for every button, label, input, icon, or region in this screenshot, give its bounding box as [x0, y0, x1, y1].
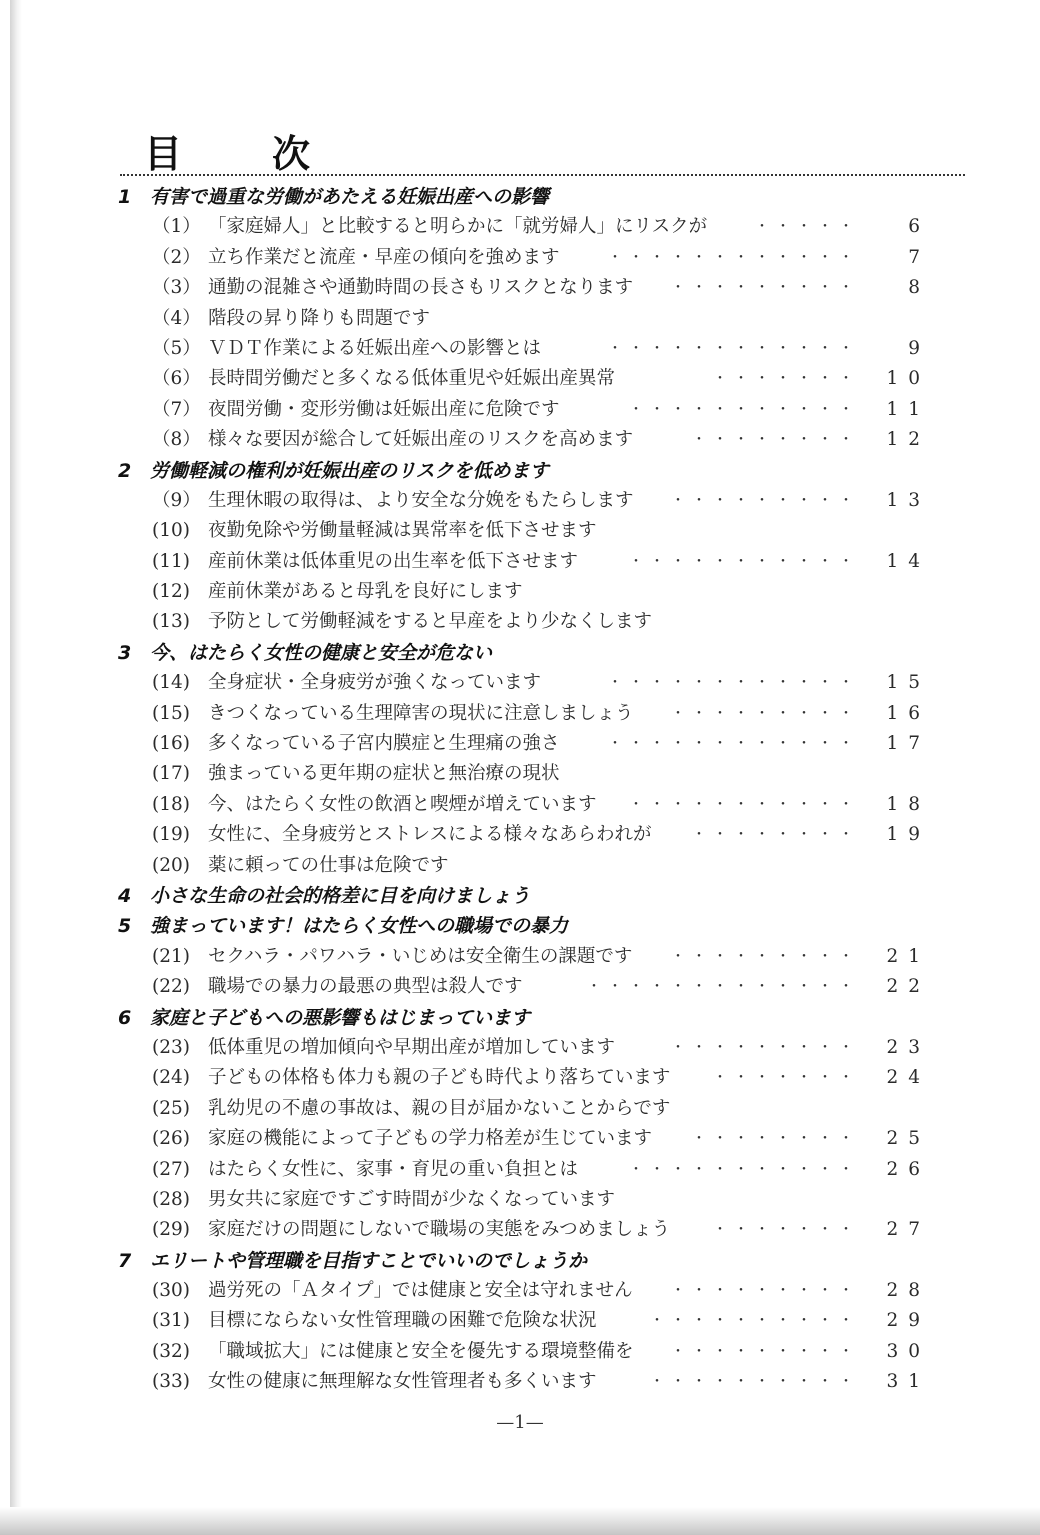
toc-entry[interactable]	[118, 1033, 930, 1063]
entry-number: （8）	[152, 429, 201, 451]
entry-title: 目標にならない女性管理職の困難で危険な状況	[208, 1310, 597, 1332]
entry-page-number: 13	[886, 489, 930, 511]
entry-title: 男女共に家庭ですごす時間が少なくなっています	[208, 1188, 616, 1210]
entry-leader-dots: ・・・・・・・・・	[671, 1283, 860, 1300]
section-number: 5	[118, 915, 132, 938]
toc-entry[interactable]	[118, 1215, 930, 1245]
entry-leader-dots: ・・・・・・・	[713, 371, 860, 388]
entry-number: (26)	[152, 1128, 190, 1150]
entry-page-number: 24	[886, 1067, 930, 1089]
toc-entry[interactable]	[118, 1094, 930, 1124]
entry-page-number: 23	[886, 1036, 930, 1058]
toc-entry[interactable]	[118, 668, 930, 698]
toc-entry[interactable]	[118, 547, 930, 577]
entry-title: ＶＤＴ作業による妊娠出産への影響とは	[208, 337, 542, 359]
entry-leader-dots: ・・・・・・・・・	[671, 1343, 860, 1360]
entry-number: （4）	[152, 307, 201, 329]
section-heading[interactable]	[118, 182, 930, 212]
entry-title: 「家庭婦人」と比較すると明らかに「就労婦人」にリスクが	[208, 216, 708, 238]
entry-page-number: 30	[886, 1340, 930, 1362]
entry-leader-dots: ・・・・・・・・・	[671, 280, 860, 297]
title-block	[120, 132, 965, 178]
entry-title: 生理休暇の取得は、より安全な分娩をもたらします	[208, 489, 634, 511]
entry-number: (10)	[152, 520, 190, 542]
entry-leader-dots: ・・・・・・・・・・	[650, 1313, 860, 1330]
toc-entry[interactable]	[118, 729, 930, 759]
toc-entry[interactable]	[118, 1276, 930, 1306]
entry-page-number: 21	[886, 945, 930, 967]
entry-title: はたらく女性に、家事・育児の重い負担とは	[208, 1158, 579, 1180]
entry-title: 夜勤免除や労働量軽減は異常率を低下させます	[208, 520, 597, 542]
toc-entry[interactable]	[118, 212, 930, 242]
entry-leader-dots: ・・・・・・・・・	[671, 705, 860, 722]
toc-entry[interactable]	[118, 972, 930, 1002]
entry-page-number: 18	[886, 793, 930, 815]
section-heading[interactable]	[118, 638, 930, 668]
section-title: 労働軽減の権利が妊娠出産のリスクを低めます	[150, 459, 549, 482]
toc-entry[interactable]	[118, 486, 930, 516]
entry-number: (25)	[152, 1097, 190, 1119]
entry-title: 薬に頼っての仕事は危険です	[208, 854, 449, 876]
entry-number: (29)	[152, 1219, 190, 1241]
entry-page-number: 14	[886, 550, 930, 572]
entry-page-number: 17	[886, 733, 930, 755]
entry-leader-dots: ・・・・・・・・・	[671, 1039, 860, 1056]
entry-number: （9）	[152, 489, 201, 511]
entry-leader-dots: ・・・・・・・・・・	[650, 1374, 860, 1391]
section-title: 有害で過重な労働があたえる妊娠出産への影響	[150, 186, 550, 208]
page-bottom-shadow	[0, 1507, 1040, 1535]
entry-number: (19)	[152, 824, 190, 846]
section-heading[interactable]	[118, 1003, 930, 1033]
entry-title: 産前休業があると母乳を良好にします	[208, 581, 523, 603]
entry-title: 低体重児の増加傾向や早期出産が増加しています	[208, 1036, 616, 1058]
entry-leader-dots: ・・・・・・・・・・・	[629, 553, 860, 570]
toc-entry[interactable]	[118, 1185, 930, 1215]
page-number-footer: —1—	[496, 1412, 544, 1433]
entry-title: 立ち作業だと流産・早産の傾向を強めます	[208, 246, 560, 268]
entry-number: (11)	[152, 550, 190, 572]
section-number: 1	[118, 186, 132, 208]
entry-leader-dots: ・・・・・・・・・・・・	[608, 675, 860, 692]
entry-page-number: 16	[886, 702, 930, 724]
entry-number: （6）	[152, 368, 201, 390]
entry-number: (20)	[152, 854, 190, 876]
entry-number: （1）	[152, 216, 201, 238]
toc-entry[interactable]	[118, 273, 930, 303]
title-divider	[120, 174, 965, 176]
section-number: 4	[118, 884, 132, 907]
entry-title: 家庭だけの問題にしないで職場の実態をみつめましょう	[208, 1219, 671, 1241]
section-number: 2	[118, 459, 132, 482]
entry-leader-dots: ・・・・・・・・・・・・	[608, 736, 860, 753]
entry-number: （5）	[152, 337, 201, 359]
entry-title: 「職域拡大」には健康と安全を優先する環境整備を	[208, 1340, 634, 1362]
entry-leader-dots: ・・・・・・・・・・・	[629, 401, 860, 418]
entry-page-number: 8	[908, 277, 930, 299]
entry-number: (22)	[152, 976, 190, 998]
entry-leader-dots: ・・・・・・・・・	[671, 492, 860, 509]
entry-number: (30)	[152, 1280, 190, 1302]
entry-title: 通勤の混雑さや通勤時間の長さもリスクとなります	[208, 277, 634, 299]
entry-leader-dots: ・・・・・・・・・	[671, 948, 860, 965]
section-heading[interactable]	[118, 881, 930, 911]
entry-leader-dots: ・・・・・・・・・・・・	[608, 340, 860, 357]
entry-title: 乳幼児の不慮の事故は、親の目が届かないことからです	[208, 1097, 671, 1119]
entry-page-number: 29	[886, 1310, 930, 1332]
entry-title: 女性の健康に無理解な女性管理者も多くいます	[208, 1371, 597, 1393]
entry-page-number: 19	[886, 824, 930, 846]
entry-number: (32)	[152, 1340, 190, 1362]
toc-entry[interactable]	[118, 364, 930, 394]
page-title: 目 次	[144, 132, 337, 176]
entry-title: 家庭の機能によって子どもの学力格差が生じています	[208, 1128, 653, 1150]
entry-leader-dots: ・・・・・・・・・・・	[629, 1161, 860, 1178]
toc-entry[interactable]	[118, 699, 930, 729]
entry-title: 職場での暴力の最悪の典型は殺人です	[208, 976, 523, 998]
entry-number: (17)	[152, 763, 190, 785]
entry-number: （2）	[152, 246, 201, 268]
toc-entry[interactable]	[118, 304, 930, 334]
section-title: 小さな生命の社会的格差に目を向けましょう	[150, 884, 531, 907]
entry-number: （3）	[152, 277, 201, 299]
section-number: 3	[118, 641, 132, 664]
entry-leader-dots: ・・・・・・・	[713, 1070, 860, 1087]
toc-entry[interactable]	[118, 1367, 930, 1397]
section-heading[interactable]	[118, 456, 930, 486]
entry-title: きつくなっている生理障害の現状に注意しましょう	[208, 702, 634, 724]
section-title: 今、はたらく女性の健康と安全が危ない	[150, 641, 493, 664]
entry-title: 様々な要因が総合して妊娠出産のリスクを高めます	[208, 429, 634, 451]
toc-entry[interactable]	[118, 516, 930, 546]
entry-title: 産前休業は低体重児の出生率を低下させます	[208, 550, 579, 572]
entry-number: (24)	[152, 1067, 190, 1089]
toc-entry[interactable]	[118, 1306, 930, 1336]
toc-entry[interactable]	[118, 334, 930, 364]
toc-entry[interactable]	[118, 425, 930, 455]
toc-entry[interactable]	[118, 820, 930, 850]
entry-number: (12)	[152, 581, 190, 603]
page-edge-shadow	[10, 0, 22, 1535]
entry-leader-dots: ・・・・・・・・・・・	[629, 796, 860, 813]
table-of-contents	[118, 182, 930, 1398]
entry-number: (21)	[152, 945, 190, 967]
section-heading[interactable]	[118, 1246, 930, 1276]
entry-number: （7）	[152, 398, 201, 420]
toc-entry[interactable]	[118, 790, 930, 820]
entry-number: (27)	[152, 1158, 190, 1180]
entry-title: 夜間労働・変形労働は妊娠出産に危険です	[208, 398, 560, 420]
entry-number: (16)	[152, 733, 190, 755]
entry-title: セクハラ・パワハラ・いじめは安全衛生の課題です	[208, 945, 633, 967]
entry-title: 長時間労働だと多くなる低体重児や妊娠出産異常	[208, 368, 616, 390]
entry-page-number: 11	[886, 398, 930, 420]
toc-entry[interactable]	[118, 243, 930, 273]
toc-entry[interactable]	[118, 1063, 930, 1093]
entry-title: 子どもの体格も体力も親の子ども時代より落ちています	[208, 1067, 671, 1089]
toc-entry[interactable]	[118, 577, 930, 607]
entry-title: 多くなっている子宮内膜症と生理痛の強さ	[208, 733, 560, 755]
entry-page-number: 22	[886, 976, 930, 998]
entry-title: 予防として労働軽減をすると早産をより少なくします	[208, 611, 653, 633]
entry-leader-dots: ・・・・・・・・	[692, 827, 860, 844]
entry-title: 女性に、全身疲労とストレスによる様々なあらわれが	[208, 824, 652, 846]
entry-page-number: 26	[886, 1158, 930, 1180]
toc-entry[interactable]	[118, 607, 930, 637]
entry-leader-dots: ・・・・・・・・・・・・	[608, 249, 860, 266]
entry-page-number: 12	[886, 429, 930, 451]
entry-title: 今、はたらく女性の飲酒と喫煙が増えています	[208, 793, 597, 815]
entry-leader-dots: ・・・・・・・・	[692, 1131, 860, 1148]
entry-page-number: 10	[886, 368, 930, 390]
entry-page-number: 6	[908, 216, 930, 238]
entry-title: 階段の昇り降りも問題です	[208, 307, 431, 329]
entry-page-number: 9	[908, 337, 930, 359]
entry-title: 強まっている更年期の症状と無治療の現状	[208, 763, 560, 785]
toc-entry[interactable]	[118, 1155, 930, 1185]
entry-page-number: 28	[886, 1280, 930, 1302]
entry-page-number: 31	[886, 1371, 930, 1393]
toc-entry[interactable]	[118, 1337, 930, 1367]
entry-leader-dots: ・・・・・	[755, 219, 860, 236]
entry-leader-dots: ・・・・・・・・・・・・・	[587, 979, 860, 996]
entry-number: (28)	[152, 1188, 190, 1210]
entry-title: 過労死の「Ａタイプ」では健康と安全は守れません	[208, 1280, 633, 1302]
entry-leader-dots: ・・・・・・・・	[692, 432, 860, 449]
section-number: 6	[118, 1006, 132, 1029]
entry-page-number: 27	[886, 1219, 930, 1241]
entry-number: (18)	[152, 793, 190, 815]
entry-number: (15)	[152, 702, 190, 724]
section-title: 家庭と子どもへの悪影響もはじまっています	[150, 1006, 531, 1029]
entry-number: (33)	[152, 1371, 190, 1393]
entry-page-number: 25	[886, 1128, 930, 1150]
entry-leader-dots: ・・・・・・・	[713, 1222, 860, 1239]
section-title: 強まっています！はたらく女性への職場での暴力	[150, 915, 569, 938]
entry-number: (14)	[152, 672, 190, 694]
toc-entry[interactable]	[118, 1124, 930, 1154]
entry-page-number: 7	[908, 246, 930, 268]
entry-page-number: 15	[886, 672, 930, 694]
section-heading[interactable]	[118, 911, 930, 941]
entry-title: 全身症状・全身疲労が強くなっています	[208, 672, 542, 694]
toc-entry[interactable]	[118, 851, 930, 881]
section-title: エリートや管理職を目指すことでいいのでしょうか	[150, 1249, 588, 1272]
section-number: 7	[118, 1249, 132, 1272]
entry-number: (31)	[152, 1310, 190, 1332]
toc-entry[interactable]	[118, 942, 930, 972]
toc-entry[interactable]	[118, 759, 930, 789]
toc-entry[interactable]	[118, 395, 930, 425]
entry-number: (13)	[152, 611, 190, 633]
entry-number: (23)	[152, 1036, 190, 1058]
